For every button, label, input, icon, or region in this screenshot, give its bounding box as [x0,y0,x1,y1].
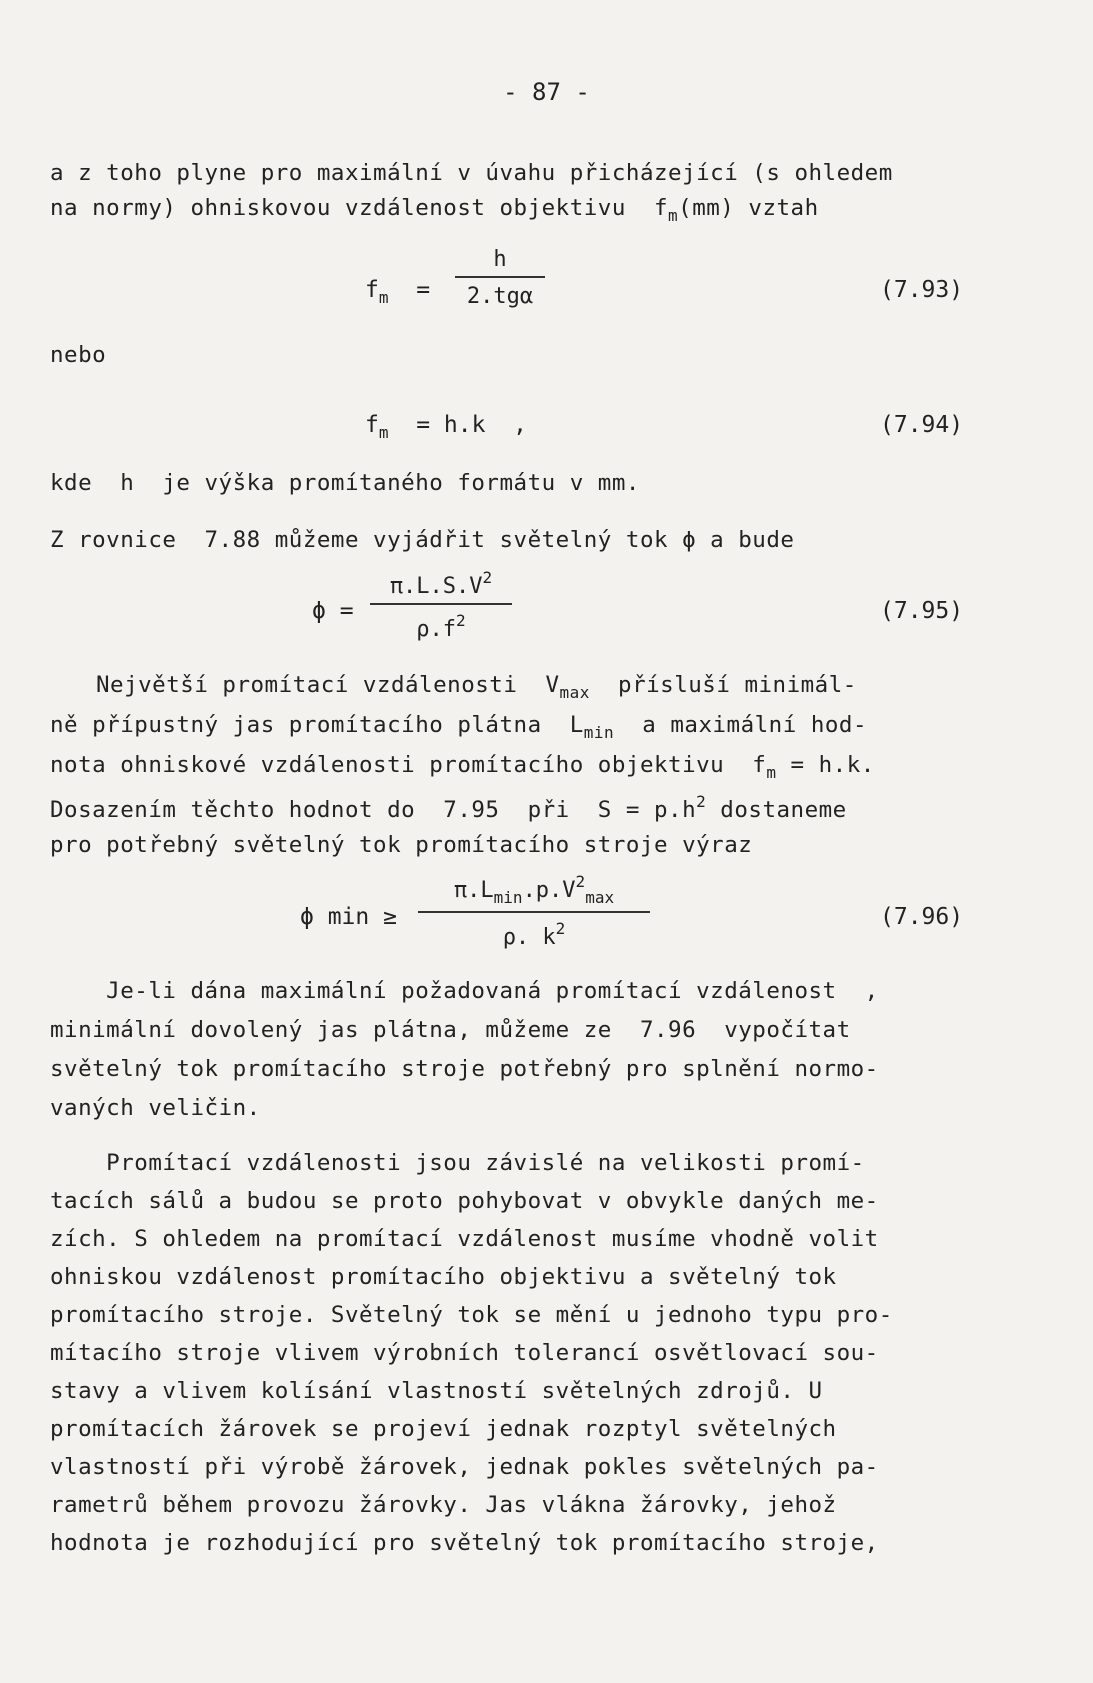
text-line: minimální dovolený jas plátna, můžeme ze 7.96 vypočítat [50,1017,851,1043]
text-line: Největší promítací vzdálenosti $V_{max}$ přísluší minimál- [96,672,857,702]
text-line: světelný tok promítacího stroje potřebný pro splnění normo- [50,1056,879,1082]
equation-lhs: ϕ = [312,598,354,624]
equation-number: (7.93) [880,277,964,303]
text-line: Z rovnice 7.88 můžeme vyjádřit světelný tok ϕ a bude [50,527,795,553]
fraction-denominator: $\rho.f^2$ [416,611,466,642]
equation-fraction [455,247,545,309]
fraction-denominator: 2.tgα [466,284,534,309]
text-line: kde h je výška promítaného formátu v mm. [50,470,640,496]
text-line: rametrů během provozu žárovky. Jas vlákna žárovky, jehož [50,1492,837,1518]
text-line: nebo [50,342,107,368]
text-line: stavy a vlivem kolísání vlastností světelných zdrojů. U [50,1378,823,1404]
text-line: Je-li dána maximální požadovaná promítací vzdálenost , [50,978,879,1004]
text-line: zích. S ohledem na promítací vzdálenost musíme vhodně volit [50,1226,879,1252]
text-line: Dosazením těchto hodnot do 7.95 při $S = p.h^2$ dostaneme [50,792,847,823]
text-line: mítacího stroje vlivem výrobních tolerancí osvětlovací sou- [50,1340,879,1366]
text-line: tacích sálů a budou se proto pohybovat v obvykle daných me- [50,1188,879,1214]
equation-fraction [370,568,512,642]
text-line: hodnota je rozhodující pro světelný tok promítacího stroje, [50,1530,879,1556]
fraction-numerator: $\pi.L.S.V^2$ [389,568,493,599]
fraction-bar [370,603,512,605]
equation-lhs: ϕ min ≥ [300,904,397,930]
text-line: a z toho plyne pro maximální v úvahu přicházející (s ohledem [50,160,893,186]
text-line: vaných veličin. [50,1095,261,1121]
equation-number: (7.96) [880,904,964,930]
equation-number: (7.95) [880,598,964,624]
fraction-bar [418,911,650,913]
page-number: - 87 - [503,78,590,106]
text-line: pro potřebný světelný tok promítacího stroje výraz [50,832,753,858]
equation-fraction [418,872,650,950]
text-line: vlastností při výrobě žárovek, jednak pokles světelných pa- [50,1454,879,1480]
fraction-numerator: h [493,247,507,272]
equation-number: (7.94) [880,412,964,438]
text-line: Promítací vzdálenosti jsou závislé na velikosti promí- [50,1150,865,1176]
text-line: promítacích žárovek se projeví jednak rozptyl světelných [50,1416,837,1442]
text-line: ohniskou vzdálenost promítacího objektivu a světelný tok [50,1264,837,1290]
text-line: promítacího stroje. Světelný tok se mění u jednoho typu pro- [50,1302,893,1328]
fraction-bar [455,276,545,278]
equation-lhs: $f_m$ = [365,277,431,307]
fraction-denominator: ρ. $k^2$ [502,919,566,950]
text-line: ně přípustný jas promítacího plátna $L_{min}$ a maximální hod- [50,712,868,742]
text-line: nota ohniskové vzdálenosti promítacího objektivu $f_m = h.k$. [50,752,875,782]
fraction-numerator: $\pi.L_{min}.p.V^2_{max}$ [453,872,615,907]
text-line: na normy) ohniskovou vzdálenost objektivu $f_m(mm)$ vztah [50,195,819,225]
equation-lhs: $f_m = h.k$ , [365,412,527,442]
